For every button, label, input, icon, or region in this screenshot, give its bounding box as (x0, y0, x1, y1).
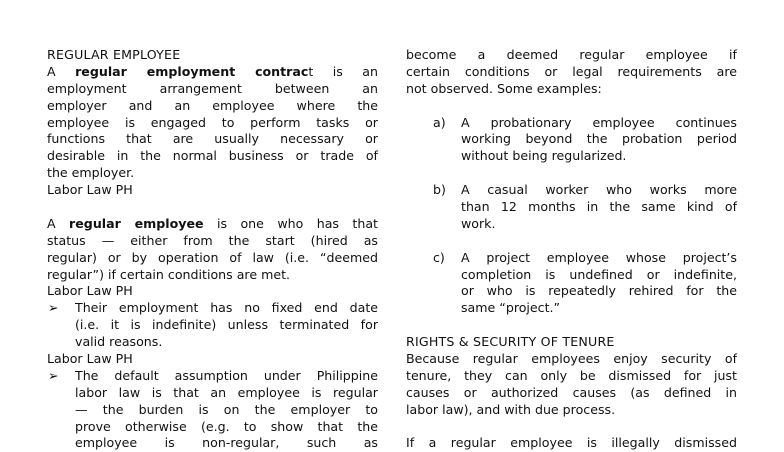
text-line (406, 351, 737, 368)
text-segment: If a regular employee is illegally dismissed (406, 435, 737, 451)
line-text (47, 98, 378, 115)
blank-line (406, 233, 737, 250)
text-segment: tenure, they can only be dismissed for just (406, 367, 737, 383)
text-line (406, 368, 737, 385)
text-segment: regular) or by operation of law (i.e. “deemed (47, 249, 378, 265)
list-item-line (406, 115, 737, 132)
blank-line (47, 199, 378, 216)
text-line (406, 385, 737, 402)
line-text (75, 385, 378, 402)
text-line (47, 131, 378, 148)
line-text (406, 47, 737, 64)
text-segment: employee is engaged to perform tasks or (47, 114, 378, 130)
line-text (47, 233, 378, 250)
text-segment: become a deemed regular employee if (406, 47, 737, 62)
line-text (461, 115, 737, 132)
line-text (75, 317, 378, 334)
text-line (47, 165, 378, 182)
text-line (47, 115, 378, 132)
list-item-line (406, 300, 737, 317)
text-line (47, 148, 378, 165)
line-text (406, 368, 737, 385)
blank-line (406, 98, 737, 115)
text-segment: without being regularized. (461, 148, 627, 164)
text-segment: than 12 months in the same kind of (461, 199, 737, 215)
line-text (75, 368, 378, 385)
line-text (406, 81, 737, 98)
text-segment: employment arrangement between an (47, 80, 378, 96)
line-text (461, 283, 737, 300)
list-item-line (406, 199, 737, 216)
text-segment: same “project.” (461, 300, 561, 316)
list-item-line (406, 250, 737, 267)
list-label: b) (433, 182, 446, 198)
text-line (406, 47, 737, 64)
bullet-line (47, 300, 378, 317)
line-text (47, 81, 378, 98)
list-label: c) (433, 249, 445, 265)
line-text (47, 47, 378, 64)
section-heading (406, 334, 737, 351)
text-line (47, 64, 378, 81)
bullet-line (47, 435, 378, 452)
arrow-bullet-icon: ➢ (48, 300, 59, 316)
line-text (461, 182, 737, 199)
text-segment: Because regular employees enjoy security of (406, 351, 737, 367)
line-text (461, 199, 737, 216)
text-segment: Labor Law PH (47, 351, 133, 367)
line-text (461, 148, 737, 165)
line-text (47, 283, 378, 300)
text-line (47, 283, 378, 300)
text-segment: A (47, 215, 70, 231)
text-segment: certain conditions or legal requirements are (406, 63, 737, 79)
text-segment: Labor Law PH (47, 283, 133, 299)
text-segment: A (47, 63, 76, 79)
line-text (47, 131, 378, 148)
bold-term: regular employment contrac (75, 63, 309, 79)
line-text (406, 402, 737, 419)
text-line (47, 81, 378, 98)
line-text (406, 435, 737, 452)
text-line (406, 81, 737, 98)
text-segment: REGULAR EMPLOYEE (47, 47, 181, 62)
line-text (406, 385, 737, 402)
text-segment: the employer. (47, 165, 135, 181)
text-segment: working beyond the probation period (461, 131, 737, 147)
bullet-line (47, 419, 378, 436)
line-text (461, 216, 737, 233)
bullet-line (47, 368, 378, 385)
text-segment: (i.e. it is indefinite) unless terminated for (75, 317, 378, 333)
list-item-line (406, 267, 737, 284)
line-text (461, 131, 737, 148)
bullet-line (47, 317, 378, 334)
text-segment: A casual worker who works more (461, 182, 737, 198)
left-column (47, 47, 378, 452)
line-text (47, 351, 378, 368)
text-line (47, 250, 378, 267)
line-text (75, 402, 378, 419)
text-line (47, 267, 378, 284)
blank-line (406, 165, 737, 182)
text-segment: labor law is that an employee is regular (75, 384, 378, 400)
arrow-bullet-icon: ➢ (48, 367, 59, 383)
line-text (75, 419, 378, 436)
text-segment: is one who has that (203, 215, 378, 231)
bold-term: regular employee (69, 215, 204, 231)
text-segment: A probationary employee continues (461, 114, 737, 130)
bullet-line (47, 402, 378, 419)
text-segment: t is an (308, 63, 378, 79)
list-item-line (406, 182, 737, 199)
text-segment: Labor Law PH (47, 182, 133, 198)
text-segment: work. (461, 215, 496, 231)
line-text (461, 250, 737, 267)
text-line (47, 182, 378, 199)
line-text (47, 216, 378, 233)
line-text (47, 148, 378, 165)
text-line (47, 351, 378, 368)
text-segment: causes or authorized causes (as defined in (406, 384, 737, 400)
bullet-line (47, 334, 378, 351)
line-text (47, 182, 378, 199)
text-line (406, 64, 737, 81)
text-segment: regular”) if certain conditions are met. (47, 266, 291, 282)
blank-line (406, 419, 737, 436)
text-line (47, 216, 378, 233)
line-text (47, 250, 378, 267)
line-text (47, 267, 378, 284)
line-text (461, 267, 737, 284)
text-segment: employer and an employee where the (47, 97, 378, 113)
text-segment: A project employee whose project’s (461, 249, 737, 265)
text-segment: functions that are usually necessary or (47, 131, 378, 147)
line-text (75, 334, 378, 351)
text-segment: completion is undefined or indefinite, (461, 266, 737, 282)
line-text (406, 64, 737, 81)
text-line (47, 98, 378, 115)
line-text (406, 351, 737, 368)
list-label: a) (433, 114, 446, 130)
text-segment: employee is non-regular, such as (75, 435, 378, 451)
bullet-line (47, 385, 378, 402)
line-text (75, 435, 378, 452)
list-item-line (406, 216, 737, 233)
line-text (47, 165, 378, 182)
list-item-line (406, 283, 737, 300)
text-line (406, 402, 737, 419)
text-segment: labor law), and with due process. (406, 401, 616, 417)
text-segment: not observed. Some examples: (406, 80, 602, 96)
text-segment: — the burden is on the employer to (75, 401, 378, 417)
text-segment: status — either from the start (hired as (47, 232, 378, 248)
text-segment: Their employment has no fixed end date (75, 300, 378, 316)
section-heading (47, 47, 378, 64)
line-text (47, 64, 378, 81)
list-item-line (406, 131, 737, 148)
list-item-line (406, 148, 737, 165)
text-segment: prove otherwise (e.g. to show that the (75, 418, 378, 434)
right-column (406, 47, 737, 452)
blank-line (406, 317, 737, 334)
text-segment: valid reasons. (75, 334, 163, 350)
text-line (406, 435, 737, 452)
line-text (75, 300, 378, 317)
line-text (406, 334, 737, 351)
text-segment: or who is repeatedly rehired for the (461, 283, 737, 299)
line-text (461, 300, 737, 317)
text-segment: RIGHTS & SECURITY OF TENURE (406, 334, 615, 350)
text-line (47, 233, 378, 250)
text-segment: The default assumption under Philippine (75, 367, 378, 383)
line-text (47, 115, 378, 132)
text-segment: desirable in the normal business or trade of (47, 148, 378, 164)
